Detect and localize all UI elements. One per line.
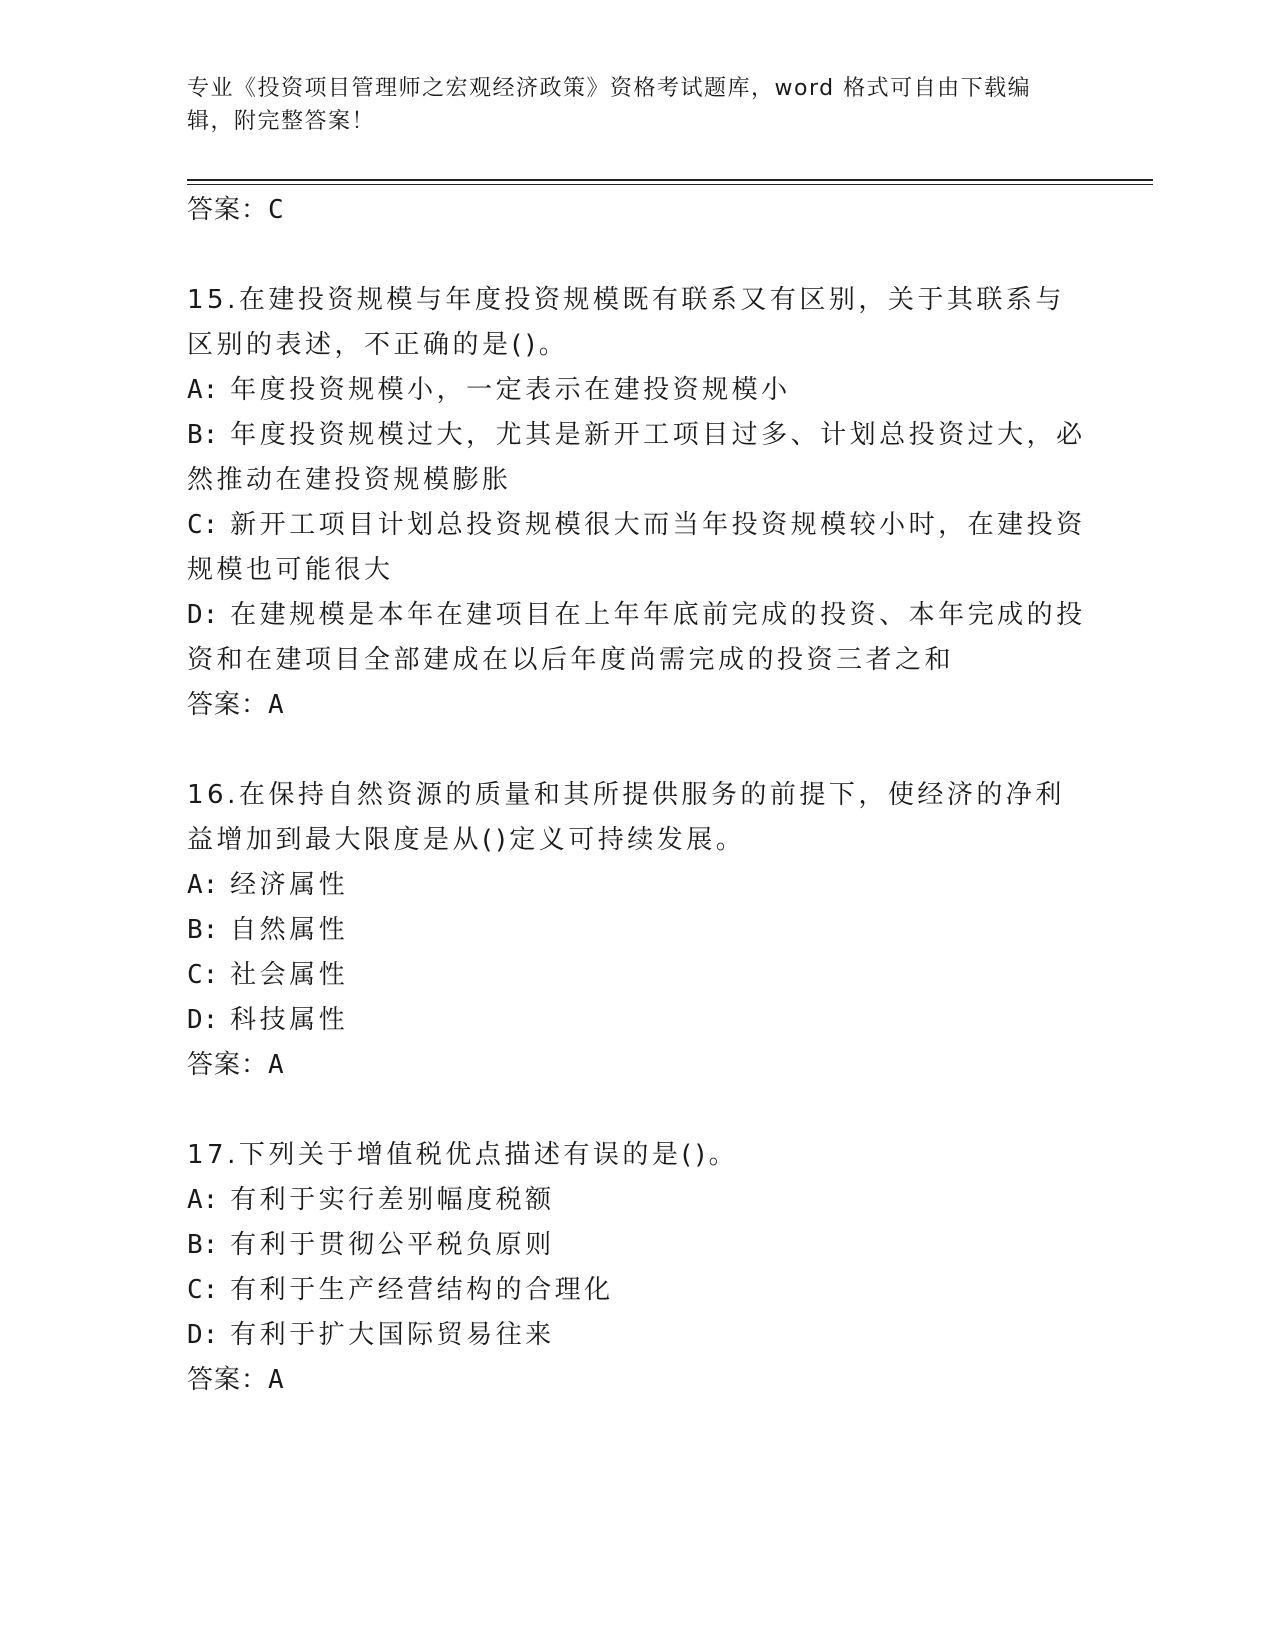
spacer (187, 728, 1087, 773)
question-block (187, 773, 1087, 1088)
option-item (187, 368, 1087, 413)
option-item (187, 413, 1087, 503)
option-letter: D: (187, 600, 219, 630)
option-text: 年度投资规模小，一定表示在建投资规模小 (230, 375, 791, 405)
option-text: 在建规模是本年在建项目在上年年底前完成的投资、本年完成的投资和在建项目全部建成在以后年度尚需完成的投资三者之和 (187, 600, 1086, 675)
option-letter: A: (187, 375, 219, 405)
question-stem: 16.在保持自然资源的质量和其所提供服务的前提下，使经济的净利益增加到最大限度是从()定义可持续发展。 (187, 780, 1065, 855)
answer-line (187, 188, 1087, 233)
option-item (187, 593, 1087, 683)
option-text: 有利于生产经营结构的合理化 (230, 1275, 614, 1305)
option-item (187, 1313, 1087, 1358)
spacer (187, 233, 1087, 278)
question-block (187, 1133, 1087, 1403)
answer-value: C (268, 195, 285, 225)
answer-line (187, 683, 1087, 728)
option-text: 有利于实行差别幅度税额 (230, 1185, 555, 1215)
page-header (187, 72, 1067, 138)
option-item (187, 863, 1087, 908)
option-letter: D: (187, 1005, 219, 1035)
option-item (187, 503, 1087, 593)
option-text: 有利于扩大国际贸易往来 (230, 1320, 555, 1350)
option-letter: B: (187, 915, 219, 945)
header-divider-thin (187, 184, 1153, 185)
answer-label: 答案： (187, 1050, 269, 1080)
option-text: 自然属性 (230, 915, 349, 945)
answer-label: 答案： (187, 1365, 269, 1395)
option-letter: B: (187, 420, 219, 450)
answer-value: A (268, 1365, 285, 1395)
option-letter: C: (187, 510, 219, 540)
answer-label: 答案： (187, 690, 269, 720)
header-divider (187, 179, 1153, 181)
option-text: 有利于贯彻公平税负原则 (230, 1230, 555, 1260)
option-item (187, 998, 1087, 1043)
spacer (187, 1088, 1087, 1133)
option-letter: B: (187, 1230, 219, 1260)
option-item (187, 1268, 1087, 1313)
option-letter: D: (187, 1320, 219, 1350)
answer-line (187, 1358, 1087, 1403)
option-text: 社会属性 (230, 960, 349, 990)
answer-label: 答案： (187, 195, 269, 225)
option-text: 科技属性 (230, 1005, 349, 1035)
option-letter: C: (187, 960, 219, 990)
option-letter: A: (187, 870, 219, 900)
question-block (187, 278, 1087, 728)
option-text: 新开工项目计划总投资规模很大而当年投资规模较小时，在建投资规模也可能很大 (187, 510, 1086, 585)
option-letter: C: (187, 1275, 219, 1305)
answer-value: A (268, 690, 285, 720)
question-stem: 17.下列关于增值税优点描述有误的是()。 (187, 1140, 739, 1170)
document-body (187, 188, 1087, 1403)
header-text: 专业《投资项目管理师之宏观经济政策》资格考试题库，word 格式可自由下载编辑，附完整答案！ (187, 76, 1032, 134)
option-item (187, 1178, 1087, 1223)
option-text: 经济属性 (230, 870, 349, 900)
option-item (187, 1223, 1087, 1268)
question-stem: 15.在建投资规模与年度投资规模既有联系又有区别，关于其联系与区别的表述，不正确的是()。 (187, 285, 1065, 360)
option-item (187, 953, 1087, 998)
option-letter: A: (187, 1185, 219, 1215)
option-item (187, 908, 1087, 953)
answer-line (187, 1043, 1087, 1088)
option-text: 年度投资规模过大，尤其是新开工项目过多、计划总投资过大，必然推动在建投资规模膨胀 (187, 420, 1086, 495)
answer-value: A (268, 1050, 285, 1080)
